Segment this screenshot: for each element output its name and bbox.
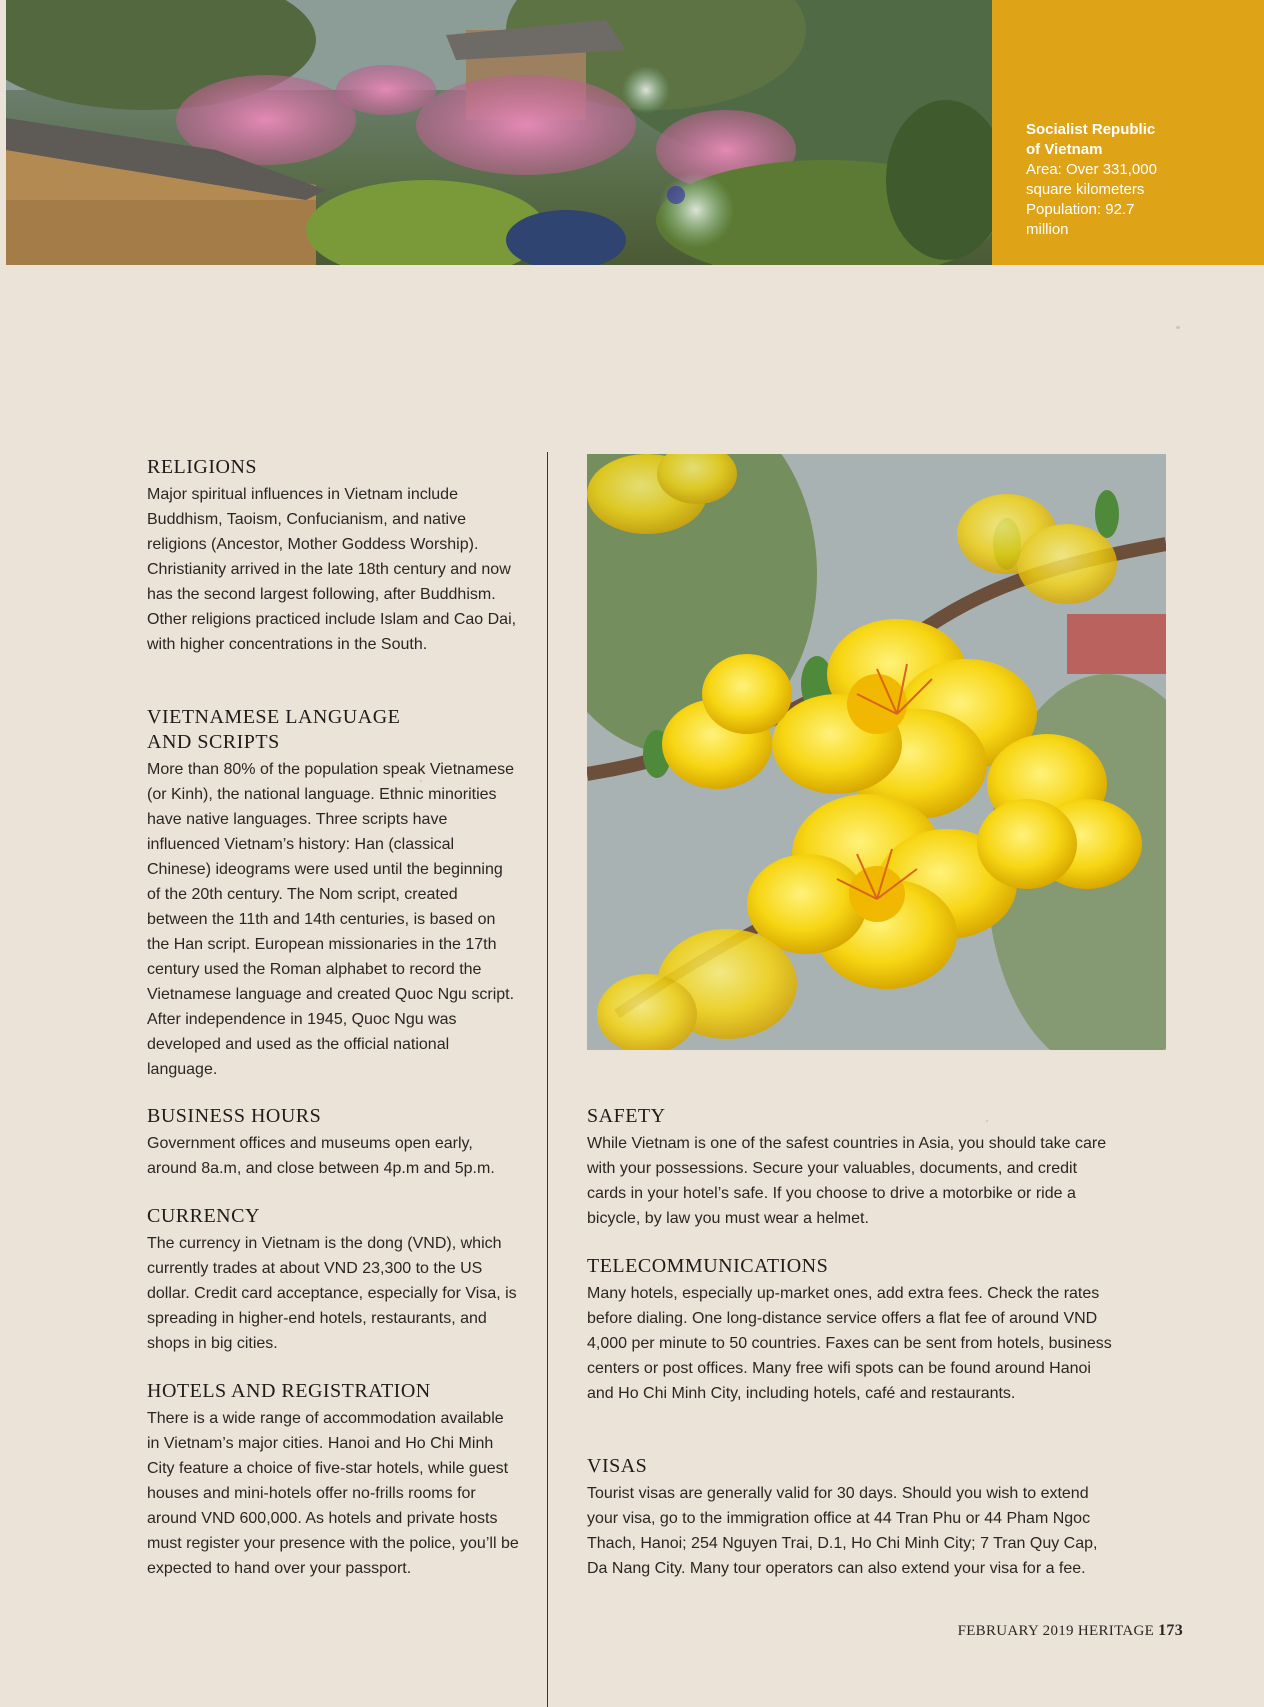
language-heading-line2: AND SCRIPTS — [147, 731, 280, 753]
visas-body: Tourist visas are generally valid for 30 days. Should you wish to extend your visa, go to the immigration office at 44 Tran Phu or 44 Pham Ngoc Thach, Hanoi; 254 Nguyen Trai, D.1, Ho Chi Minh City; 7 Tran Quy Cap, Da Nang City. Many tour operators can also extend your visa for a fee. — [587, 1485, 1098, 1577]
population-line1: Population: 92.7 — [1026, 201, 1135, 218]
landscape-photo — [6, 0, 992, 265]
country-name-line1: Socialist Republic — [1026, 121, 1156, 138]
business-hours-heading: BUSINESS HOURS — [147, 1105, 322, 1127]
business-hours-body: Government offices and museums open early, around 8a.m, and close between 4p.m and 5p.m. — [147, 1135, 495, 1177]
currency-body: The currency in Vietnam is the dong (VND), which currently trades at about VND 23,300 to the US dollar. Credit card acceptance, especially for Visa, is spreading in higher-end hotels, restaurants, and shops in big cities. — [147, 1235, 517, 1352]
country-info-box — [992, 0, 1264, 265]
visas-section — [587, 1454, 1117, 1581]
safety-section — [587, 1104, 1117, 1231]
footer-label: FEBRUARY 2019 HERITAGE — [957, 1623, 1155, 1639]
population-line2: million — [1026, 221, 1069, 238]
visas-heading: VISAS — [587, 1455, 648, 1477]
hotels-body: There is a wide range of accommodation available in Vietnam’s major cities. Hanoi and Ho Chi Minh City feature a choice of five-star hotels, while guest houses and mini-hotels offer no-frills rooms for around VND 600,000. As hotels and private hosts must register your presence with the police, you’ll be expected to hand over your passport. — [147, 1410, 519, 1577]
hotels-heading: HOTELS AND REGISTRATION — [147, 1380, 431, 1402]
religions-body: Major spiritual influences in Vietnam include Buddhism, Taoism, Confucianism, and native religions (Ancestor, Mother Goddess Worship). Christianity arrived in the late 18th century and now has the second largest following, after Buddhism. Other religions practiced include Islam and Cao Dai, with higher concentrations in the South. — [147, 486, 517, 653]
currency-section — [147, 1204, 519, 1356]
area-line2: square kilometers — [1026, 181, 1145, 198]
page-footer — [958, 1622, 1183, 1640]
flower-illustration — [587, 454, 1166, 1050]
column-divider — [547, 452, 548, 1707]
safety-body: While Vietnam is one of the safest countries in Asia, you should take care with your possessions. Secure your valuables, documents, and credit cards in your hotel’s safe. If you choose to drive a motorbike or ride a bicycle, by law you must wear a helmet. — [587, 1135, 1107, 1227]
paper-speck — [1176, 326, 1180, 329]
language-heading-line1: VIETNAMESE LANGUAGE — [147, 706, 401, 728]
hotels-section — [147, 1379, 519, 1581]
safety-heading: SAFETY — [587, 1105, 666, 1127]
country-name-line2: of Vietnam — [1026, 141, 1103, 158]
landscape-illustration — [6, 0, 992, 265]
area-line1: Area: Over 331,000 — [1026, 161, 1157, 178]
language-section — [147, 705, 519, 1082]
business-hours-section — [147, 1104, 519, 1181]
religions-heading: RELIGIONS — [147, 456, 258, 478]
religions-section — [147, 455, 519, 657]
yellow-apricot-blossom-photo — [587, 454, 1166, 1050]
language-heading — [147, 705, 519, 755]
page-number: 173 — [1158, 1622, 1183, 1639]
telecommunications-heading: TELECOMMUNICATIONS — [587, 1255, 829, 1277]
telecommunications-body: Many hotels, especially up-market ones, add extra fees. Check the rates before dialing. One long-distance service offers a flat fee of around VND 4,000 per minute to 50 countries. Faxes can be sent from hotels, business centers or post offices. Many free wifi spots can be found around Hanoi and Ho Chi Minh City, including hotels, café and restaurants. — [587, 1285, 1112, 1402]
language-body: More than 80% of the population speak Vietnamese (or Kinh), the national language. Ethnic minorities have native languages. Three scripts have influenced Vietnam’s history: Han (classical Chinese) ideograms were used until the beginning of the 20th century. The Nom script, created between the 11th and 14th centuries, is based on the Han script. European missionaries in the 17th century used the Roman alphabet to record the Vietnamese language and created Quoc Ngu script. After independence in 1945, Quoc Ngu was developed and used as the official national language. — [147, 761, 515, 1078]
currency-heading: CURRENCY — [147, 1205, 260, 1227]
telecommunications-section — [587, 1254, 1117, 1406]
